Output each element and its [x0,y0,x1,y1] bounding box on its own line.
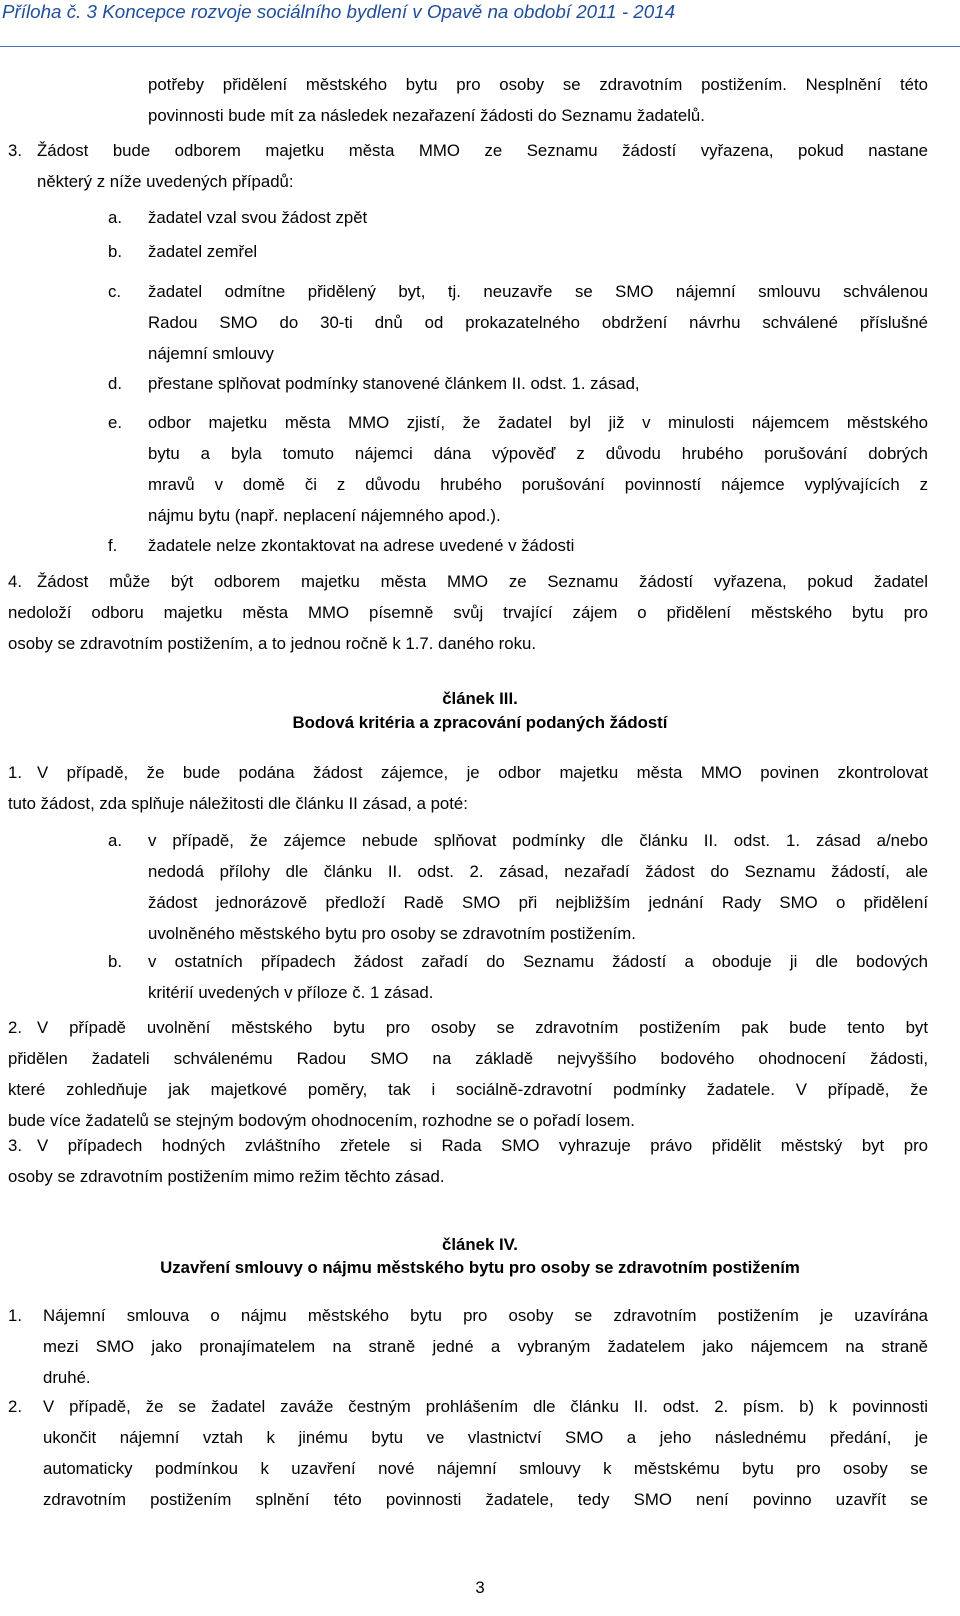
list-label: a. [108,208,122,227]
list-label: d. [108,374,122,393]
section-4-paragraph [37,566,928,597]
text-line: V případě, že se žadatel zaváže čestným prohlášením dle článku II. odst. 2. písm. b) k povinnosti [43,1397,928,1416]
list-item [148,530,928,561]
text-line: přidělen žadateli schválenému Radou SMO na základě nejvyššího bodového ohodnocení žádosti, [8,1049,928,1068]
item-number: 1. [8,763,22,782]
item-number: 3. [8,141,22,160]
article-4-paragraph-2 [43,1391,928,1515]
text-line: povinnosti bude mít za následek nezařazení žádosti do Seznamu žadatelů. [148,106,705,125]
list-item [148,946,928,1008]
text-line: automaticky podmínkou k uzavření nové nájemní smlouvy k městskému bytu pro osoby se [43,1459,928,1478]
item-number: 2. [8,1397,22,1416]
article-3-paragraph-2 [37,1012,928,1043]
list-item [148,368,928,399]
text-line: nedodá přílohy dle článku II. odst. 2. zásad, nezařadí žádost do Seznamu žádostí, ale [148,862,928,881]
text-line: V případě uvolnění městského bytu pro osoby se zdravotním postižením pak bude tento byt [37,1018,928,1037]
text-line: nájmu bytu (např. neplacení nájemného apod.). [148,506,501,525]
intro-paragraph [148,69,928,131]
text-line: mravů v domě či z důvodu hrubého porušování povinností nájemce vyplývajících z [148,475,928,494]
text-line: které zohledňuje jak majetkové poměry, tak i sociálně-zdravotní podmínky žadatele. V případě, že [8,1080,928,1099]
article-3-subtitle: Bodová kritéria a zpracování podaných žádostí [292,713,668,732]
section-4-continuation [8,597,928,659]
item-number: 3. [8,1136,22,1155]
text-line: nájemní smlouvy [148,344,274,363]
text-line: bude více žadatelů se stejným bodovým ohodnocením, rozhodne se o pořadí losem. [8,1111,635,1130]
list-item [148,407,928,531]
text-line: žadatel odmítne přidělený byt, tj. neuzavře se SMO nájemní smlouvu schválenou [148,282,928,301]
list-label: c. [108,282,122,301]
text-line: Žádost bude odborem majetku města MMO ze Seznamu žádostí vyřazena, pokud nastane [37,141,928,160]
list-item [148,236,928,267]
item-number: 2. [8,1018,22,1037]
article-3-paragraph-1 [37,757,928,788]
article-4-subtitle: Uzavření smlouvy o nájmu městského bytu pro osoby se zdravotním postižením [160,1258,800,1277]
list-label: b. [108,242,122,261]
text-line: žadatel zemřel [148,242,258,261]
text-line: ukončit nájemní vztah k jinému bytu ve vlastnictví SMO a jeho následnému předání, je [43,1428,928,1447]
list-label: f. [108,536,118,555]
text-line: žádost jednorázově předloží Radě SMO při nejbližším jednání Rady SMO o přidělení [148,893,928,912]
text-line: odbor majetku města MMO zjistí, že žadatel byl již v minulosti nájemcem městského [148,413,928,432]
section-3-intro [37,135,928,197]
text-line: osoby se zdravotním postižením mimo režim těchto zásad. [8,1167,445,1186]
article-4-title: článek IV. [442,1235,518,1254]
text-line: osoby se zdravotním postižením, a to jednou ročně k 1.7. daného roku. [8,634,536,653]
text-line: některý z níže uvedených případů: [37,172,294,191]
text-line: V případech hodných zvláštního zřetele si Rada SMO vyhrazuje právo přidělit městský byt pro [37,1136,928,1155]
text-line: bytu a byla tomuto nájemci dána výpověď z důvodu hrubého porušování dobrých [148,444,928,463]
text-line: druhé. [43,1368,91,1387]
item-number: 1. [8,1306,22,1325]
article-4-paragraph-1 [43,1300,928,1393]
text-line: v ostatních případech žádost zařadí do Seznamu žádostí a oboduje ji dle bodových [148,952,928,971]
article-3-paragraph-3-cont [8,1161,928,1192]
page-header [0,0,960,47]
article-3-paragraph-3 [37,1130,928,1161]
text-line: Radou SMO do 30-ti dnů od prokazatelného obdržení návrhu schválené příslušné [148,313,928,332]
text-line: přestane splňovat podmínky stanovené článkem II. odst. 1. zásad, [148,374,640,393]
article-3-title: článek III. [442,689,518,708]
page-number: 3 [475,1578,485,1597]
text-line: uvolněného městského bytu pro osoby se zdravotním postižením. [148,924,636,943]
text-line: žadatele nelze zkontaktovat na adrese uvedené v žádosti [148,536,575,555]
text-line: zdravotním postižením splnění této povinnosti žadatele, tedy SMO není povinno uzavřít se [43,1490,928,1509]
text-line: žadatel vzal svou žádost zpět [148,208,368,227]
text-line: potřeby přidělení městského bytu pro osoby se zdravotním postižením. Nesplnění této [148,75,928,94]
article-3-paragraph-1-cont [8,788,928,819]
text-line: kritérií uvedených v příloze č. 1 zásad. [148,983,434,1002]
list-item [148,202,928,233]
text-line: Nájemní smlouva o nájmu městského bytu pro osoby se zdravotním postižením je uzavírána [43,1306,928,1325]
text-line: tuto žádost, zda splňuje náležitosti dle článku II zásad, a poté: [8,794,468,813]
text-line: mezi SMO jako pronajímatelem na straně jedné a vybraným žadatelem jako nájemcem na straně [43,1337,928,1356]
text-line: Žádost může být odborem majetku města MMO ze Seznamu žádostí vyřazena, pokud žadatel [37,572,928,591]
list-label: e. [108,413,122,432]
list-label: b. [108,952,122,971]
item-number: 4. [8,572,22,591]
header-title: Příloha č. 3 Koncepce rozvoje sociálního bydlení v Opavě na období 2011 - 2014 [2,1,676,22]
text-line: V případě, že bude podána žádost zájemce, je odbor majetku města MMO povinen zkontrolovat [37,763,928,782]
text-line: nedoloží odboru majetku města MMO písemně svůj trvající zájem o přidělení městského bytu pro [8,603,928,622]
list-label: a. [108,831,122,850]
article-3-paragraph-2-cont [8,1043,928,1136]
list-item [148,276,928,369]
list-item [148,825,928,949]
text-line: v případě, že zájemce nebude splňovat podmínky dle článku II. odst. 1. zásad a/nebo [148,831,928,850]
